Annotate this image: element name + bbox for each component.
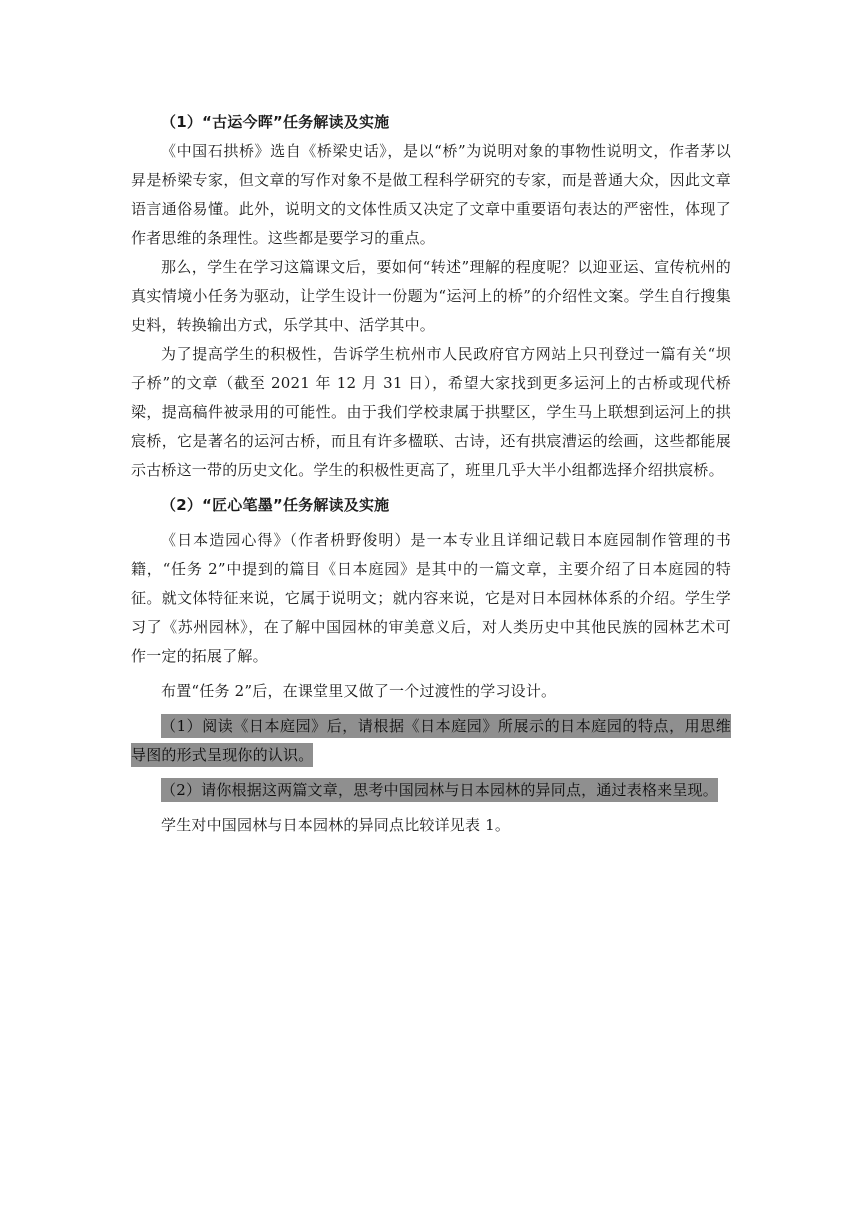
paragraph: 为了提高学生的积极性，告诉学生杭州市人民政府官方网站上只刊登过一篇有关“坝子桥”的文章（截至 2021 年 12 月 31 日），希望大家找到更多运河上的古桥或现代桥梁，提高稿件被录用的可能性。由于我们学校隶属于拱墅区，学生马上联想到运河上的拱宸桥，它是著名的运河古桥，而且有许多楹联、古诗，还有拱宸漕运的绘画，这些都能展示古桥这一带的历史文化。学生的积极性更高了，班里几乎大半小组都选择介绍拱宸桥。 xyxy=(131,345,731,479)
section-heading-2: （2）“匠心笔墨”任务解读及实施 xyxy=(161,496,390,514)
highlighted-task-item xyxy=(131,712,731,770)
highlighted-task-item xyxy=(131,776,731,805)
section-heading-1: （1）“古运今晖”任务解读及实施 xyxy=(161,113,390,131)
paragraph: 《中国石拱桥》选自《桥梁史话》，是以“桥”为说明对象的事物性说明文，作者茅以昇是桥梁专家，但文章的写作对象不是做工程科学研究的专家，而是普通大众，因此文章语言通俗易懂。此外，说明文的文体性质又决定了文章中重要语句表达的严密性，体现了作者思维的条理性。这些都是要学习的重点。 xyxy=(131,142,731,247)
highlighted-text: （1）阅读《日本庭园》后，请根据《日本庭园》所展示的日本庭园的特点，用思维导图的形式呈现你的认识。 xyxy=(131,714,731,767)
closing-line: 学生对中国园林与日本园林的异同点比较详见表 1。 xyxy=(161,816,511,834)
paragraph: 《日本造园心得》（作者枡野俊明）是一本专业且详细记载日本庭园制作管理的书籍，“任务 2”中提到的篇目《日本庭园》是其中的一篇文章，主要介绍了日本庭园的特征。就文体特征来说，它属于说明文；就内容来说，它是对日本园林体系的介绍。学生学习了《苏州园林》，在了解中国园林的审美意义后，对人类历史中其他民族的园林艺术可作一定的拓展了解。 xyxy=(131,531,731,665)
intro-line: 布置“任务 2”后，在课堂里又做了一个过渡性的学习设计。 xyxy=(161,682,557,700)
highlighted-text: （2）请你根据这两篇文章，思考中国园林与日本园林的异同点，通过表格来呈现。 xyxy=(161,778,718,802)
document-body xyxy=(131,108,731,840)
paragraph: 那么，学生在学习这篇课文后，要如何“转述”理解的程度呢？以迎亚运、宣传杭州的真实情境小任务为驱动，让学生设计一份题为“运河上的桥”的介绍性文案。学生自行搜集史料，转换输出方式，乐学其中、活学其中。 xyxy=(131,258,731,334)
